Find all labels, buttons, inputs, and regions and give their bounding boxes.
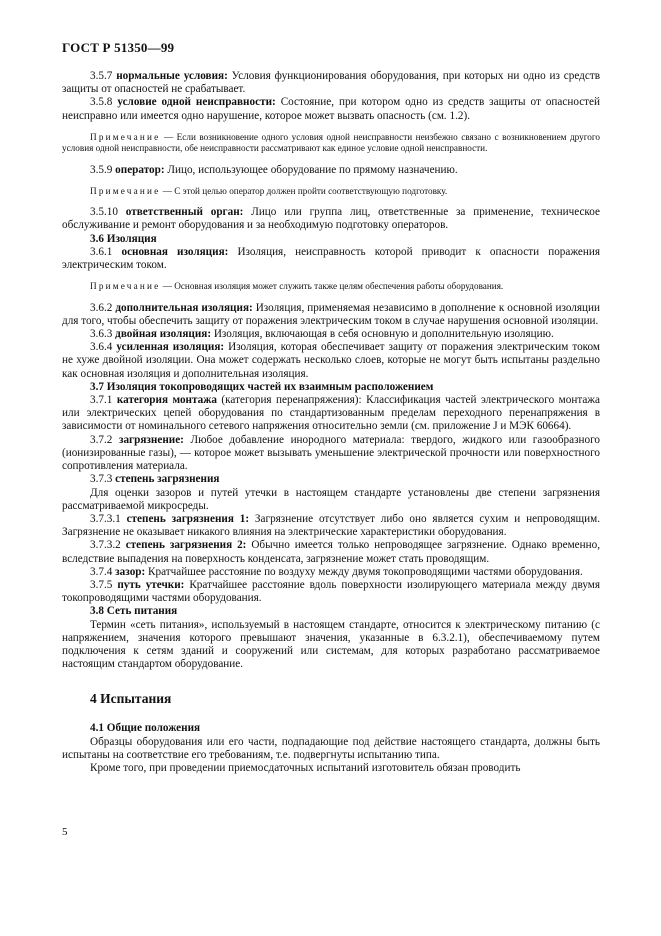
clause-term: степень загрязнения xyxy=(115,473,220,486)
clause-text: Лицо или группа лиц, ответственные за применение, техническое обслуживание и ремонт оборудования и за необходимую подготовку операторов. xyxy=(62,206,600,232)
clause-number: 3.5.7 xyxy=(90,70,113,82)
clause-3-6-2 xyxy=(62,302,600,328)
clause-number: 3.7.3.1 xyxy=(90,512,121,525)
note-label: Примечание xyxy=(90,185,161,196)
clause-3-7-1 xyxy=(62,394,600,434)
clause-text: Кратчайшее расстояние вдоль поверхности изолирующего материала между двумя токопроводящими частями оборудования. xyxy=(62,578,601,605)
clause-number: 3.5.10 xyxy=(90,206,118,219)
note-3-5-9 xyxy=(62,186,600,197)
clause-3-7-3-1 xyxy=(62,513,600,539)
clause-number: 3.7.2 xyxy=(90,433,113,446)
clause-3-7-2 xyxy=(62,434,600,474)
clause-3-7-4 xyxy=(62,566,600,579)
clause-term: категория монтажа xyxy=(116,394,217,407)
clause-number: 3.5.8 xyxy=(90,96,113,109)
clause-text: Любое добавление инородного материала: твердого, жидкого или газообразного (ионизированные газы), — которое может вызывать уменьшение электрической прочности или поверхностного сопротивления материала. xyxy=(62,433,601,473)
clause-text: Состояние, при котором одно из средств защиты от опасностей неисправно или имеется одно нарушение, которое может вызвать опасность (см. 1.2). xyxy=(62,96,601,122)
clause-number: 3.7.3 xyxy=(90,473,113,486)
clause-3-6-1 xyxy=(62,246,600,272)
subsection-heading-4-1: 4.1 Общие положения xyxy=(90,722,201,735)
clause-number: 3.5.9 xyxy=(90,163,113,176)
clause-text: Условия функционирования оборудования, при которых ни одно из средств защиты от опасностей не срабатывает. xyxy=(62,70,601,96)
clause-text: Изоляция, которая обеспечивает защиту от поражения электрическим током не хуже двойной изоляции. Она может содержать несколько слоев, которые не могут быть испытаны раздельно как основная изоляция и дополнительная изоляция. xyxy=(62,341,601,380)
clause-3-7-5 xyxy=(62,579,600,605)
clause-term: степень загрязнения 2: xyxy=(125,539,247,552)
clause-term: оператор: xyxy=(115,163,165,176)
clause-term: двойная изоляция: xyxy=(115,328,212,341)
note-text: — С этой целью оператор должен пройти соответствующую подготовку. xyxy=(162,185,448,196)
clause-3-5-7 xyxy=(62,70,600,96)
clause-3-7-3-2 xyxy=(62,539,600,565)
clause-term: условие одной неисправности: xyxy=(117,96,276,109)
subsection-heading-3-8: 3.8 Сеть питания xyxy=(90,605,178,618)
page-content xyxy=(62,70,600,775)
clause-text: Изоляция, применяемая независимо в дополнение к основной изоляции для того, чтобы обеспечить защиту от поражения электрическим током в случае нарушения основной изоляции. xyxy=(62,301,600,327)
paragraph-3-8: Термин «сеть питания», используемый в настоящем стандарте, относится к электрическому питанию (с напряжением, значения которого превышают значения, указанные в 6.3.2.1), обеспечиваемому путем подключения к сетям зданий и сооружений или системам, для которых разработано рассматриваемое настоящим стандартом оборудование. xyxy=(62,618,600,671)
clause-term: степень загрязнения 1: xyxy=(126,512,250,525)
clause-number: 3.7.3.2 xyxy=(90,539,121,552)
clause-text: Кратчайшее расстояние по воздуху между двумя токопроводящими частями оборудования. xyxy=(148,565,583,578)
clause-term: загрязнение: xyxy=(118,433,184,446)
clause-term: дополнительная изоляция: xyxy=(115,301,253,314)
subsection-heading-3-7: 3.7 Изоляция токопроводящих частей их взаимным расположением xyxy=(90,380,434,393)
clause-term: нормальные условия: xyxy=(116,70,228,82)
subsection-heading-3-6: 3.6 Изоляция xyxy=(90,232,157,245)
clause-term: ответственный орган: xyxy=(125,206,244,219)
clause-text: Изоляция, включающая в себя основную и дополнительную изоляцию. xyxy=(213,328,554,341)
standard-header: ГОСТ Р 51350—99 xyxy=(62,40,175,55)
clause-term: путь утечки: xyxy=(117,578,185,591)
clause-3-6-3 xyxy=(62,328,600,341)
clause-3-5-10 xyxy=(62,206,600,232)
note-label: Примечание xyxy=(90,281,161,292)
clause-3-7-3 xyxy=(62,473,600,486)
note-label: Примечание xyxy=(90,131,161,142)
clause-number: 3.7.1 xyxy=(90,394,113,407)
clause-3-6-4 xyxy=(62,341,600,381)
note-text: — Основная изоляция может служить также целям обеспечения работы оборудования. xyxy=(162,281,504,292)
clause-number: 3.6.1 xyxy=(90,245,113,258)
clause-text: Лицо, использующее оборудование по прямому назначению. xyxy=(167,163,458,176)
clause-3-5-9 xyxy=(62,164,600,177)
clause-text: Обычно имеется только непроводящее загрязнение. Однако временно, вследствие выпадения на поверхность конденсата, загрязнение может стать проводящим. xyxy=(62,539,600,565)
paragraph-4-1-a: Образцы оборудования или его части, подпадающие под действие настоящего стандарта, должны быть испытаны на соответствие его требованиям, т.е. подвергнуты испытанию типа. xyxy=(62,735,600,761)
clause-text: (категория перенапряжения): Классификация частей электрического монтажа или электрических цепей оборудования по стандартизованным пределам переходного перенапряжения в зависимости от номинального сетевого напряжения относительно земли (см. приложение J и МЭК 60664). xyxy=(62,394,601,433)
paragraph-3-7-3: Для оценки зазоров и путей утечки в настоящем стандарте установлены две степени загрязнения рассматриваемой микросреды. xyxy=(62,486,600,512)
note-3-5-8 xyxy=(62,132,600,155)
page-number: 5 xyxy=(62,826,68,838)
clause-number: 3.6.2 xyxy=(90,301,113,314)
section-heading-4: 4 Испытания xyxy=(90,691,172,707)
note-text: — Если возникновение одного условия одной неисправности неизбежно связано с возникновением другого условия одной неисправности, обе неисправности рассматривают как единое условие одной неисправности. xyxy=(62,131,601,154)
clause-number: 3.7.5 xyxy=(90,578,113,591)
clause-text: Загрязнение отсутствует либо оно является сухим и непроводящим. Загрязнение не оказывает никакого влияния на электрические характеристики оборудования. xyxy=(62,512,600,539)
paragraph-4-1-b: Кроме того, при проведении приемосдаточных испытаний изготовитель обязан проводить xyxy=(90,761,521,774)
clause-term: усиленная изоляция: xyxy=(116,341,225,354)
note-3-6-1 xyxy=(62,281,600,292)
clause-text: Изоляция, неисправность которой приводит к опасности поражения электрическим током. xyxy=(62,245,601,272)
clause-number: 3.7.4 xyxy=(90,565,113,578)
clause-term: зазор: xyxy=(115,565,146,578)
clause-number: 3.6.3 xyxy=(90,328,113,341)
clause-3-5-8 xyxy=(62,96,600,122)
clause-term: основная изоляция: xyxy=(121,245,229,258)
clause-number: 3.6.4 xyxy=(90,341,113,354)
